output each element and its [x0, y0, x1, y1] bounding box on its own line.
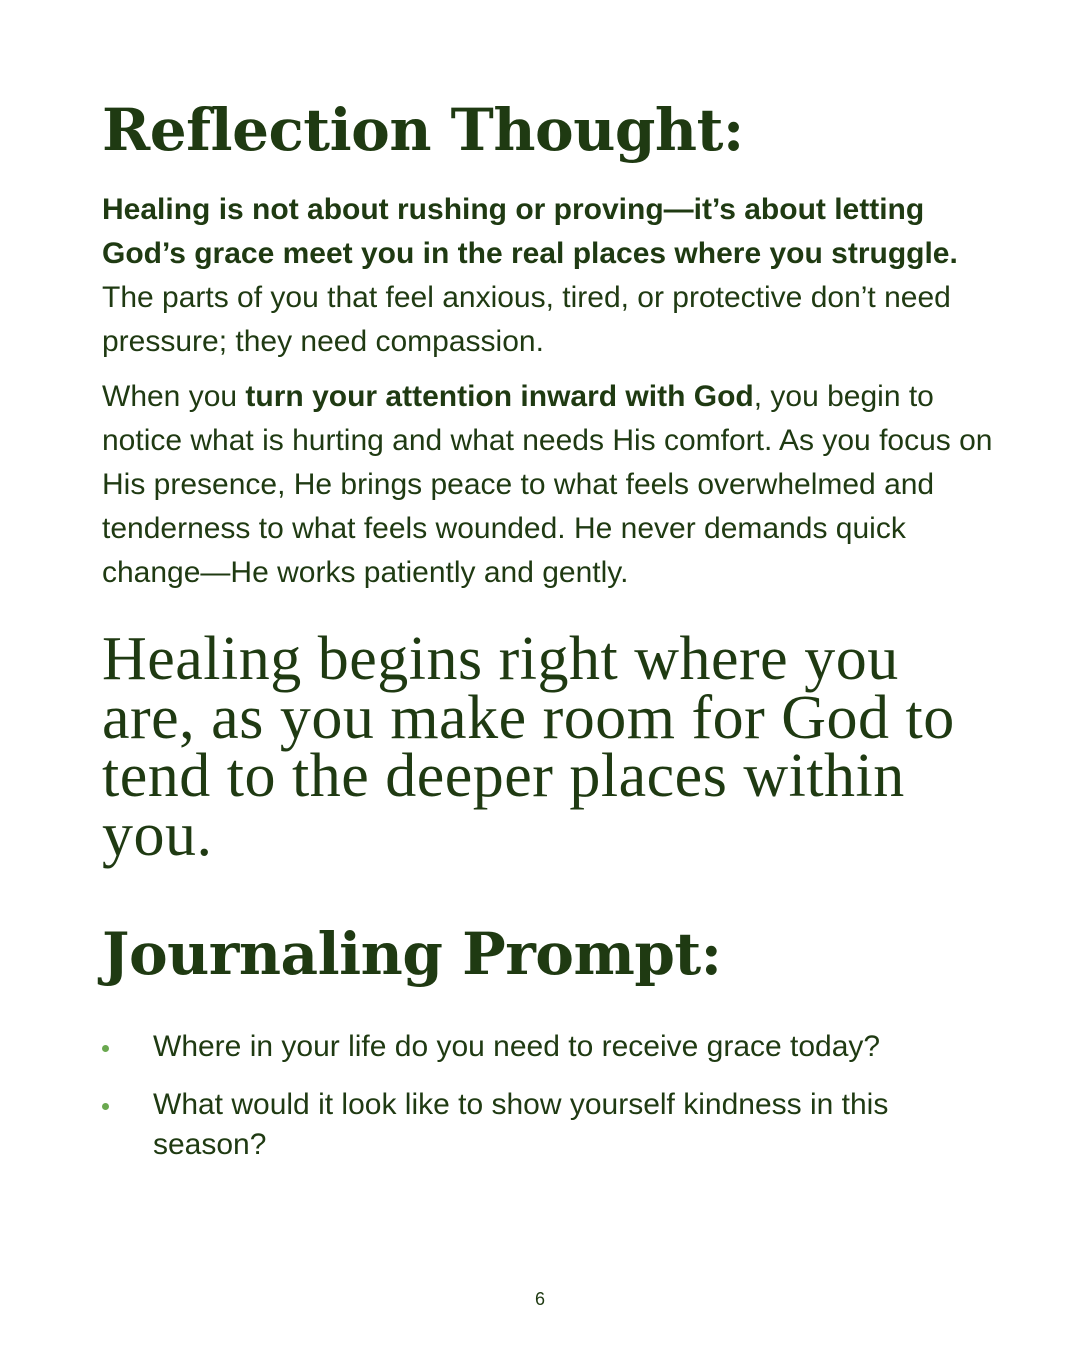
- journaling-prompt-list: [102, 1027, 982, 1183]
- journaling-prompt-item: [102, 1085, 982, 1165]
- bullet-icon: [102, 1103, 109, 1110]
- reflection-heading: Reflection Thought:: [102, 96, 744, 164]
- reflection-paragraph-1-bold: Healing is not about rushing or proving—it’s about letting God’s grace meet you in the real places where you struggle.: [102, 193, 958, 270]
- page-number: 6: [534, 1289, 545, 1309]
- reflection-paragraph-1: [102, 188, 992, 364]
- reflection-paragraph-2-rest: , you begin to notice what is hurting and what needs His comfort. As you focus on His presence, He brings peace to what feels overwhelmed and tenderness to what feels wounded. He never demands quick change—He works patiently and gently.: [102, 380, 993, 589]
- reflection-paragraph-2-bold: turn your attention inward with God: [245, 380, 754, 413]
- reflection-paragraph-2: [102, 375, 997, 595]
- journaling-prompt-item: [102, 1027, 982, 1067]
- journaling-prompt-text: Where in your life do you need to receive grace today?: [153, 1030, 881, 1063]
- reflection-paragraph-2-lead: When you: [102, 380, 246, 413]
- bullet-icon: [102, 1045, 109, 1052]
- pull-quote: Healing begins right where you are, as you make room for God to tend to the deeper places within you.: [102, 625, 955, 869]
- journaling-prompt-text: What would it look like to show yourself kindness in this season?: [153, 1088, 889, 1161]
- journaling-heading: Journaling Prompt:: [102, 920, 722, 988]
- reflection-paragraph-1-rest: The parts of you that feel anxious, tired, or protective don’t need pressure; they need compassion.: [102, 281, 951, 358]
